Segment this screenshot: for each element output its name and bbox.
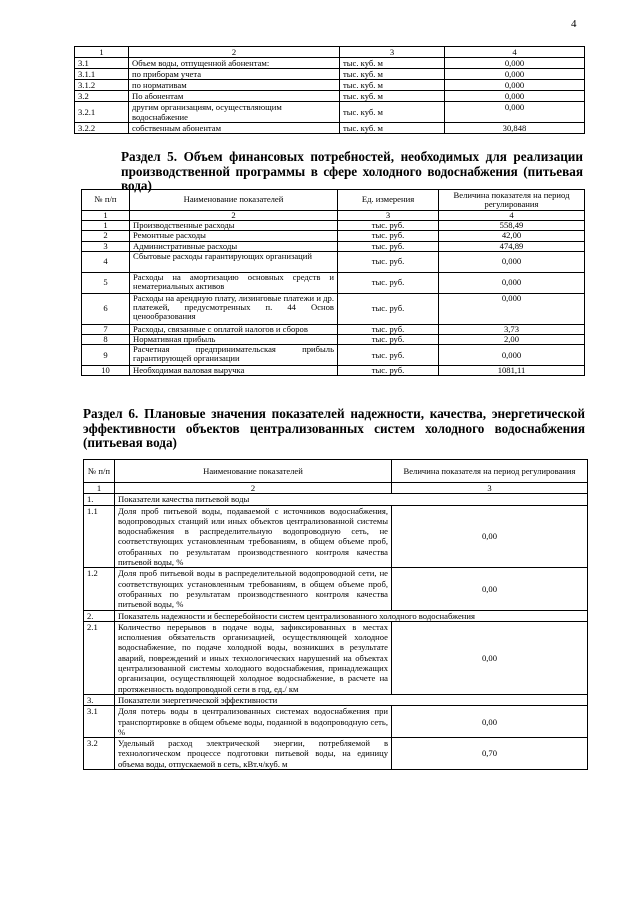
row-unit: тыс. руб. [338,366,439,376]
row-num: 3 [82,241,130,251]
row-value: 42,00 [439,231,585,241]
row-num: 9 [82,345,130,366]
table-row [75,123,585,134]
row-unit: тыс. руб. [338,293,439,324]
row-num: 3.1.1 [75,69,129,80]
row-num: 2 [82,231,130,241]
table-row [82,251,585,272]
table-row [82,345,585,366]
table-row [82,241,585,251]
row-num: 8 [82,335,130,345]
row-unit: тыс. куб. м [340,102,445,123]
row-unit: тыс. куб. м [340,58,445,69]
row-value: 0,00 [392,568,588,610]
table-row [75,102,585,123]
row-value: 3,73 [439,324,585,334]
row-num: 3.1 [75,58,129,69]
row-name: Расходы, связанные с оплатой налогов и сборов [130,324,338,334]
row-value: 0,000 [439,251,585,272]
table-row [84,568,588,610]
row-unit: тыс. куб. м [340,123,445,134]
table-row [75,80,585,91]
row-name: другим организациям, осуществляющим водоснабжение [129,102,340,123]
row-value: 0,00 [392,621,588,694]
section5-title: Раздел 5. Объем финансовых потребностей, необходимых для реализации производственной программы в сфере холодного водоснабжения (питьевая вода) [121,149,583,193]
row-unit: тыс. куб. м [340,91,445,102]
row-value: 0,000 [445,58,585,69]
row-num: 7 [82,324,130,334]
table-row [82,293,585,324]
table-header-row [75,47,585,58]
row-num: 3. [84,694,115,705]
row-num: 2. [84,610,115,621]
row-name: Нормативная прибыль [130,335,338,345]
table-row [75,91,585,102]
row-name: Показатель надежности и бесперебойности систем централизованного холодного водоснабжения [115,610,588,621]
col-header: Величина показателя на период регулирования [439,190,585,211]
col-number: 1 [82,211,130,221]
row-value: 0,000 [445,80,585,91]
row-value: 474,89 [439,241,585,251]
col-header: № п/п [82,190,130,211]
row-name: Доля проб питьевой воды, подаваемой с источников водоснабжения, водопроводных станций или иных объектов централизованной системы водоснабжения в распределительную водопроводную сеть, не соответствующих установленным требованиям, в общем объеме проб, отобранных по результатам производственного контроля качества питьевой воды, % [115,505,392,568]
table-row [82,221,585,231]
table-number-row [82,211,585,221]
row-value: 0,00 [392,505,588,568]
table-row [84,621,588,694]
row-name: Показатели энергетической эффективности [115,694,588,705]
row-value: 0,000 [445,69,585,80]
table-group-row [84,610,588,621]
row-name: собственным абонентам [129,123,340,134]
row-unit: тыс. руб. [338,231,439,241]
row-num: 5 [82,272,130,293]
col-number: 2 [129,47,340,58]
col-header: Ед. измерения [338,190,439,211]
row-unit: тыс. руб. [338,272,439,293]
row-name: Удельный расход электрической энергии, потребляемой в технологическом процессе подготовки питьевой воды, на единицу объема воды, отпускаемой в сеть, кВт.ч/куб. м [115,738,392,770]
row-name: по приборам учета [129,69,340,80]
row-unit: тыс. куб. м [340,80,445,91]
row-num: 3.2.1 [75,102,129,123]
table-row [82,335,585,345]
reliability-indicators-table [83,459,588,770]
row-unit: тыс. куб. м [340,69,445,80]
table-group-row [84,494,588,505]
col-number: 2 [130,211,338,221]
row-value: 558,49 [439,221,585,231]
col-number: 1 [75,47,129,58]
table-header-row [84,460,588,483]
row-num: 2.1 [84,621,115,694]
table-row [84,738,588,770]
col-header: № п/п [84,460,115,483]
col-number: 4 [439,211,585,221]
row-value: 0,000 [439,345,585,366]
row-name: Необходимая валовая выручка [130,366,338,376]
table-row [75,58,585,69]
row-value: 30,848 [445,123,585,134]
financial-needs-table [81,189,585,376]
water-volume-table [74,46,585,134]
col-header: Наименование показателей [130,190,338,211]
row-num: 3.1 [84,706,115,738]
table-group-row [84,694,588,705]
row-unit: тыс. руб. [338,241,439,251]
row-name: Ремонтные расходы [130,231,338,241]
row-name: Объем воды, отпущенной абонентам: [129,58,340,69]
table-row [84,706,588,738]
row-value: 0,70 [392,738,588,770]
row-num: 1. [84,494,115,505]
row-num: 3.1.2 [75,80,129,91]
row-value: 0,000 [439,272,585,293]
row-num: 1 [82,221,130,231]
row-unit: тыс. руб. [338,221,439,231]
row-num: 3.2 [84,738,115,770]
row-value: 2,00 [439,335,585,345]
table-row [84,505,588,568]
row-value: 1081,11 [439,366,585,376]
table-row [82,231,585,241]
row-name: Доля проб питьевой воды в распределительной водопроводной сети, не соответствующих установленным требованиям, в общем объеме проб, отобранных по результатам производственного контроля качества питьевой воды, % [115,568,392,610]
table-header-row [82,190,585,211]
row-num: 4 [82,251,130,272]
row-value: 0,00 [392,706,588,738]
row-name: По абонентам [129,91,340,102]
col-number: 2 [115,483,392,494]
table-row [82,366,585,376]
row-name: Административные расходы [130,241,338,251]
table-row [82,272,585,293]
row-unit: тыс. руб. [338,324,439,334]
table-row [82,324,585,334]
row-unit: тыс. руб. [338,251,439,272]
row-num: 1.1 [84,505,115,568]
col-number: 3 [340,47,445,58]
col-header: Величина показателя на период регулирования [392,460,588,483]
page-number: 4 [571,18,577,30]
col-number: 3 [392,483,588,494]
row-num: 1.2 [84,568,115,610]
row-name: Показатели качества питьевой воды [115,494,588,505]
row-num: 6 [82,293,130,324]
row-unit: тыс. руб. [338,345,439,366]
row-name: Расходы на арендную плату, лизинговые платежи и др. платежей, предусмотренных п. 44 Основ ценообразования [130,293,338,324]
table-number-row [84,483,588,494]
row-value: 0,000 [439,293,585,324]
row-num: 3.2 [75,91,129,102]
row-value: 0,000 [445,102,585,123]
row-name: Производственные расходы [130,221,338,231]
row-unit: тыс. руб. [338,335,439,345]
col-number: 1 [84,483,115,494]
row-num: 3.2.2 [75,123,129,134]
row-name: по нормативам [129,80,340,91]
section6-title: Раздел 6. Плановые значения показателей надежности, качества, энергетической эффективности объектов централизованных систем холодного водоснабжения (питьевая вода) [83,406,585,450]
row-name: Расчетная предпринимательская прибыль гарантирующей организации [130,345,338,366]
row-num: 10 [82,366,130,376]
table-row [75,69,585,80]
row-name: Доля потерь воды в централизованных системах водоснабжения при транспортировке в общем объеме воды, поданной в водопроводную сеть, % [115,706,392,738]
col-number: 4 [445,47,585,58]
row-name: Расходы на амортизацию основных средств и нематериальных активов [130,272,338,293]
row-name: Сбытовые расходы гарантирующих организаций [130,251,338,272]
row-value: 0,000 [445,91,585,102]
col-header: Наименование показателей [115,460,392,483]
col-number: 3 [338,211,439,221]
row-name: Количество перерывов в подаче воды, зафиксированных в местах исполнения обязательств организацией, осуществляющей холодное водоснабжение, по подаче холодной воды, возникших в результате аварий, повреждений и иных технологических нарушений на объектах централизованной системы холодного водоснабжения, принадлежащих организации, осуществляющей холодное водоснабжение, в расчете на протяженность водопроводной сети в год, ед./ км [115,621,392,694]
